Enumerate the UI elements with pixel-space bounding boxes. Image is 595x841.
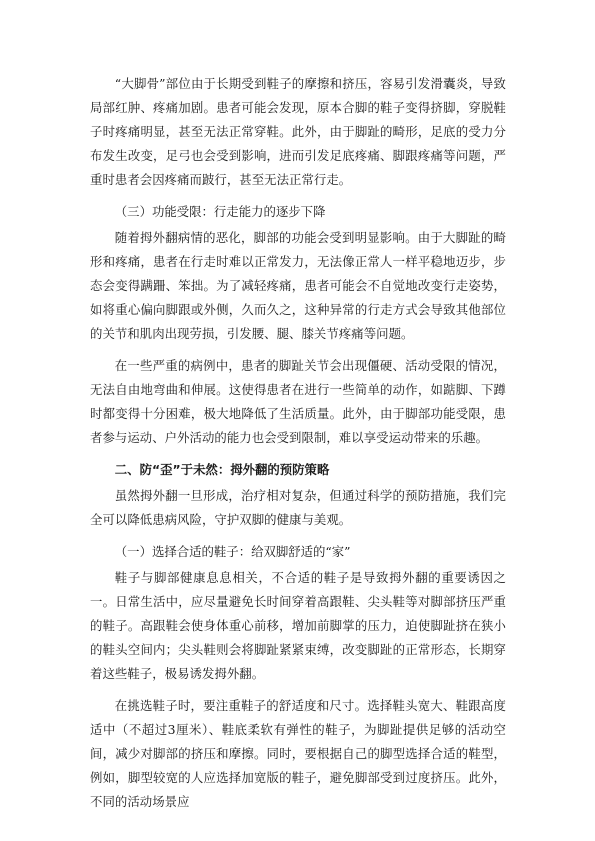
paragraph-prevention-intro: 虽然拇外翻一旦形成，治疗相对复杂，但通过科学的预防措施，我们完全可以降低患病风险，守护双脚的健康与美观。: [90, 488, 506, 527]
paragraph-bunion-pain: “大脚骨”部位由于长期受到鞋子的摩擦和挤压，容易引发滑囊炎，导致局部红肿、疼痛加剧。患者可能会发现，原本合脚的鞋子变得挤脚，穿脱鞋子时疼痛明显，甚至无法正常穿鞋。此外，由于脚趾的畸形，足底的受力分布发生改变，足弓也会受到影响，进而引发足底疼痛、脚跟疼痛等问题，严重时患者会因疼痛而跛行，甚至无法正常行走。: [90, 76, 506, 187]
paragraph-gait-change: 随着拇外翻病情的恶化，脚部的功能会受到明显影响。由于大脚趾的畸形和疼痛，患者在行走时难以正常发力，无法像正常人一样平稳地迈步，步态会变得蹒跚、笨拙。为了减轻疼痛，患者可能会不自觉地改变行走姿势，如将重心偏向脚跟或外侧，久而久之，这种异常的行走方式会导致其他部位的关节和肌肉出现劳损，引发腰、腿、膝关节疼痛等问题。: [90, 230, 506, 341]
paragraph-joint-stiffness: 在一些严重的病例中，患者的脚趾关节会出现僵硬、活动受限的情况，无法自由地弯曲和伸展。这使得患者在进行一些简单的动作，如踮脚、下蹲时都变得十分困难，极大地降低了生活质量。此外，由于脚部功能受限，患者参与运动、户外活动的能力也会受到限制，难以享受运动带来的乐趣。: [90, 358, 506, 445]
paragraph-shoe-risks: 鞋子与脚部健康息息相关，不合适的鞋子是导致拇外翻的重要诱因之一。日常生活中，应尽量避免长时间穿着高跟鞋、尖头鞋等对脚部挤压严重的鞋子。高跟鞋会使身体重心前移，增加前脚掌的压力，迫使脚趾挤在狭小的鞋头空间内；尖头鞋则会将脚趾紧紧束缚，改变脚趾的正常形态，长期穿着这些鞋子，极易诱发拇外翻。: [90, 570, 506, 681]
document-page: [90, 72, 506, 822]
subheading-choose-shoes: （一）选择合适的鞋子：给双脚舒适的“家”: [114, 544, 351, 559]
section-heading-prevention: 二、防“歪”于未然：拇外翻的预防策略: [114, 462, 330, 477]
subheading-function-limited: （三）功能受限：行走能力的逐步下降: [114, 204, 326, 219]
paragraph-shoe-selection: 在挑选鞋子时，要注重鞋子的舒适度和尺寸。选择鞋头宽大、鞋跟高度适中（不超过3厘米）、鞋底柔软有弹性的鞋子，为脚趾提供足够的活动空间，减少对脚部的挤压和摩擦。同时，要根据自己的脚型选择合适的鞋型，例如，脚型较宽的人应选择加宽版的鞋子，避免脚部受到过度挤压。此外，不同的活动场景应: [90, 698, 506, 809]
